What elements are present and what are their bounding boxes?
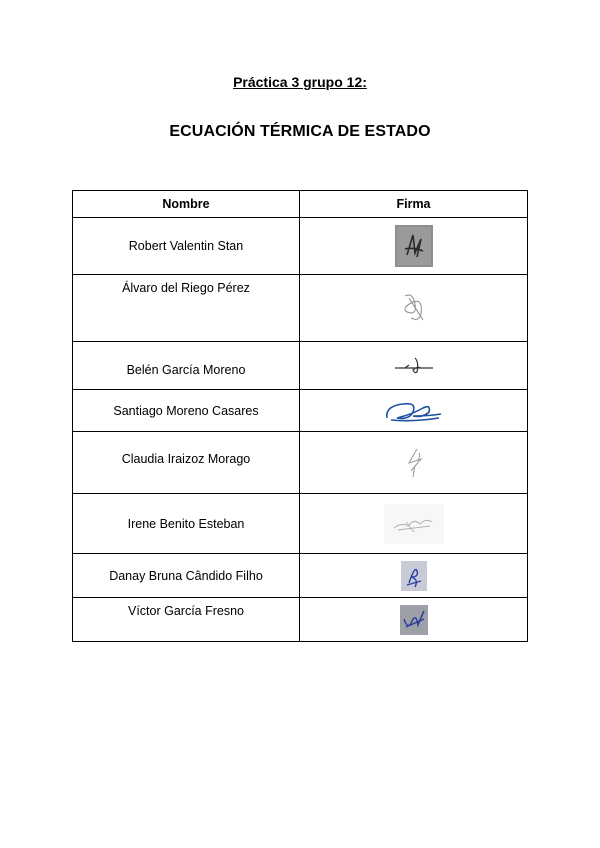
header-firma: Firma [300,191,528,218]
signature-image [400,605,428,635]
row-name: Robert Valentin Stan [73,218,300,275]
signature-image [383,398,445,424]
signature-image [384,504,444,544]
signature-table [72,190,528,642]
table-row [73,390,528,432]
row-name: Danay Bruna Cândido Filho [73,554,300,598]
row-name: Belén García Moreno [73,342,300,390]
row-signature [300,342,528,390]
table-header-row [73,191,528,218]
signature-image [393,356,435,376]
row-signature [300,390,528,432]
signature-image [401,561,427,591]
row-signature [300,275,528,342]
row-signature [300,218,528,275]
document-title: Práctica 3 grupo 12: [233,74,367,90]
document-subtitle: ECUACIÓN TÉRMICA DE ESTADO [169,123,431,140]
signature-image [401,445,427,481]
header-nombre: Nombre [73,191,300,218]
row-signature [300,598,528,642]
row-signature [300,432,528,494]
table-row [73,218,528,275]
table-row [73,554,528,598]
table-row [73,598,528,642]
row-signature [300,494,528,554]
row-name: Álvaro del Riego Pérez [73,275,300,342]
signature-image [395,225,433,267]
table-row [73,275,528,342]
row-signature [300,554,528,598]
table-row [73,494,528,554]
row-name: Irene Benito Esteban [73,494,300,554]
row-name: Santiago Moreno Casares [73,390,300,432]
table-row [73,432,528,494]
row-name: Claudia Iraizoz Morago [73,432,300,494]
table-row [73,342,528,390]
row-name: Víctor García Fresno [73,598,300,642]
signature-image [399,290,429,326]
